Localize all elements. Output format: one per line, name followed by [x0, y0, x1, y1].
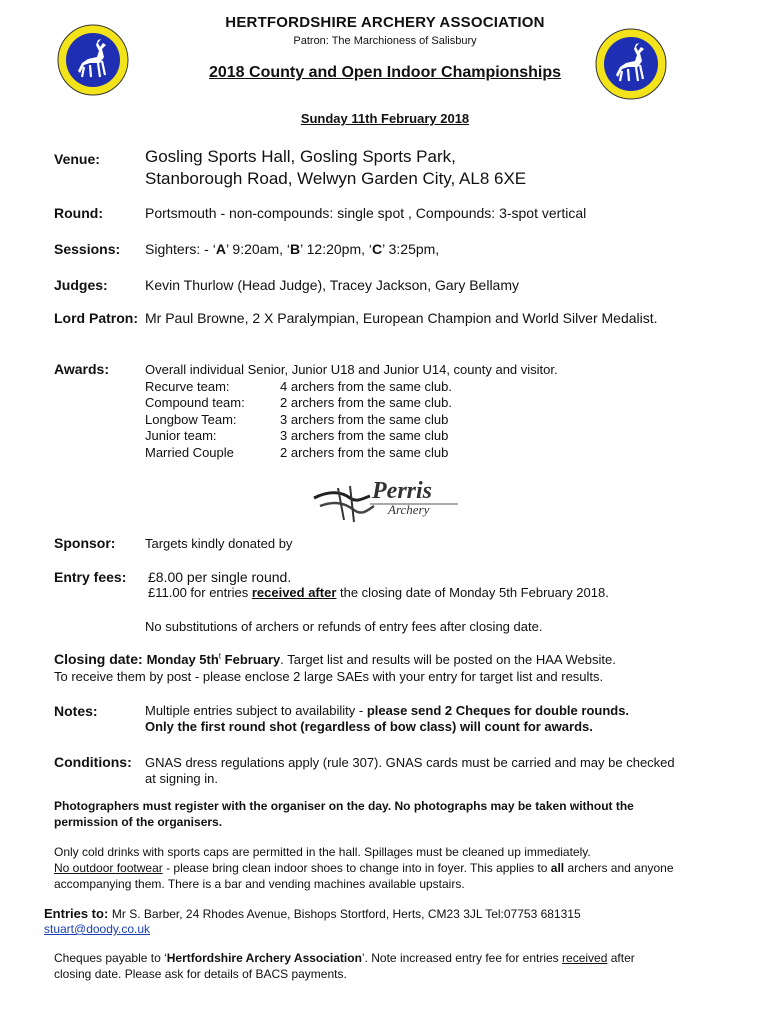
event-date: Sunday 11th February 2018 — [300, 111, 470, 126]
session-a-time: ’ 9:20am, ‘ — [225, 241, 291, 257]
award-team: Compound team: — [145, 395, 245, 410]
award-rule: 2 archers from the same club — [280, 444, 449, 460]
notes-label: Notes: — [54, 703, 98, 719]
cheques-c: ’. Note increased entry fee for entries — [361, 951, 563, 965]
notes-line-2: Only the first round shot (regardless of bow class) will count for awards. — [145, 719, 593, 734]
patron-line: Patron: The Marchioness of Salisbury — [293, 35, 477, 47]
sponsor-value: Targets kindly donated by — [145, 536, 293, 551]
logo-text-perris: Perris — [372, 478, 432, 504]
conditions-line-1: GNAS dress regulations apply (rule 307). GNAS cards must be carried and may be checked — [145, 755, 675, 770]
closing-date-rest: . Target list and results will be posted on the HAA Website. — [280, 652, 616, 667]
conditions-line-2: at signing in. — [145, 771, 218, 786]
judges-value: Kevin Thurlow (Head Judge), Tracey Jackson, Gary Bellamy — [145, 277, 520, 293]
entry-fee-late — [148, 585, 609, 600]
award-rule: 3 archers from the same club — [280, 428, 449, 443]
sessions-label: Sessions: — [54, 241, 121, 257]
no-substitutions-note: No substitutions of archers or refunds of entry fees after closing date. — [145, 619, 543, 634]
entries-to-line — [44, 906, 581, 921]
award-rule: 3 archers from the same club — [280, 411, 449, 427]
notes-value — [145, 703, 629, 735]
cheques-received: received — [562, 951, 608, 965]
late-fee-text: £11.00 for entries — [148, 585, 252, 600]
session-a: A — [215, 241, 226, 257]
award-rule: 4 archers from the same club. — [280, 378, 452, 394]
photographers-line-a: Photographers must register with the organiser on the day — [54, 799, 388, 813]
photographers-line-c: permission of the organisers. — [54, 815, 223, 829]
awards-block — [145, 362, 558, 461]
cheques-note — [54, 950, 635, 982]
footwear-text: - please bring clean indoor shoes to change into in foyer. This applies to — [162, 861, 551, 875]
session-b: B — [290, 241, 301, 257]
closing-date-sup: t — [218, 651, 222, 661]
award-row — [145, 412, 558, 429]
judges-label: Judges: — [54, 277, 108, 293]
received-after-emphasis: received after — [251, 585, 337, 600]
email-link[interactable]: stuart@doody.co.uk — [44, 922, 151, 936]
notes-cheques-emphasis: please send 2 Cheques for double rounds. — [366, 703, 630, 718]
session-c: C — [372, 241, 383, 257]
entry-fees-label: Entry fees: — [54, 569, 127, 585]
closing-date-line — [54, 651, 616, 667]
venue-label: Venue: — [54, 151, 100, 167]
sessions-prefix: Sighters: - ‘ — [145, 241, 216, 257]
session-c-time: ’ 3:25pm, — [382, 241, 440, 257]
award-team: Recurve team: — [145, 378, 230, 394]
closing-date-a: Monday 5th — [146, 652, 219, 667]
late-fee-date: the closing date of Monday 5th February 2018. — [336, 585, 609, 600]
perris-archery-logo — [310, 470, 460, 530]
venue-value — [145, 146, 526, 190]
post-results-note: To receive them by post - please enclose 2 large SAEs with your entry for target list and results. — [54, 669, 604, 684]
notes-line-1: Multiple entries subject to availability - — [145, 703, 367, 718]
cheques-a: Cheques payable to ‘ — [54, 951, 167, 965]
footwear-text-end: archers and anyone — [564, 861, 674, 875]
awards-intro: Overall individual Senior, Junior U18 and Junior U14, county and visitor. — [145, 362, 558, 377]
award-team: Married Couple — [145, 444, 234, 460]
venue-line-1: Gosling Sports Hall, Gosling Sports Park, — [145, 147, 456, 166]
venue-line-2: Stanborough Road, Welwyn Garden City, AL8 6XE — [145, 169, 527, 188]
awards-label: Awards: — [54, 361, 109, 377]
cheques-e: after — [607, 951, 635, 965]
award-team: Junior team: — [145, 428, 217, 443]
cheques-payee: Hertfordshire Archery Association — [166, 951, 362, 965]
logo-text-archery: Archery — [388, 502, 430, 517]
conditions-value — [145, 755, 675, 787]
award-row — [145, 379, 558, 396]
photographers-note — [54, 798, 634, 830]
round-label: Round: — [54, 205, 103, 221]
drinks-line-1: Only cold drinks with sports caps are permitted in the hall. Spillages must be cleaned up immediately. — [54, 845, 591, 859]
award-team: Longbow Team: — [145, 411, 237, 427]
entries-to-label: Entries to: — [44, 906, 112, 921]
award-row — [145, 428, 558, 445]
drinks-line-3: accompanying them. There is a bar and vending machines available upstairs. — [54, 877, 465, 891]
conditions-label: Conditions: — [54, 754, 132, 770]
sponsor-label: Sponsor: — [54, 535, 116, 551]
all-emphasis: all — [550, 861, 565, 875]
cheques-line-2: closing date. Please ask for details of BACS payments. — [54, 967, 347, 981]
session-b-time: ’ 12:20pm, ‘ — [300, 241, 372, 257]
entries-address: Mr S. Barber, 24 Rhodes Avenue, Bishops Stortford, Herts, CM23 3JL Tel:07753 681315 — [111, 907, 581, 921]
championship-title: 2018 County and Open Indoor Championships — [208, 64, 562, 81]
closing-date-label: Closing date: — [54, 651, 147, 667]
lord-patron-label: Lord Patron: — [54, 310, 138, 326]
round-value: Portsmouth - non-compounds: single spot , Compounds: 3-spot vertical — [145, 205, 587, 221]
association-title: HERTFORDSHIRE ARCHERY ASSOCIATION — [225, 14, 545, 31]
no-outdoor-footwear: No outdoor footwear — [54, 861, 163, 875]
drinks-footwear-note — [54, 844, 674, 892]
lord-patron-value: Mr Paul Browne, 2 X Paralympian, European Champion and World Silver Medalist. — [145, 310, 658, 326]
entry-fee-single: £8.00 per single round. — [148, 569, 292, 585]
closing-date-b: February — [221, 652, 281, 667]
award-row — [145, 395, 558, 412]
award-row — [145, 445, 558, 462]
sessions-value — [145, 241, 439, 257]
award-rule: 2 archers from the same club. — [280, 395, 452, 410]
photographers-line-b: . No photographs may be taken without the — [387, 799, 634, 813]
